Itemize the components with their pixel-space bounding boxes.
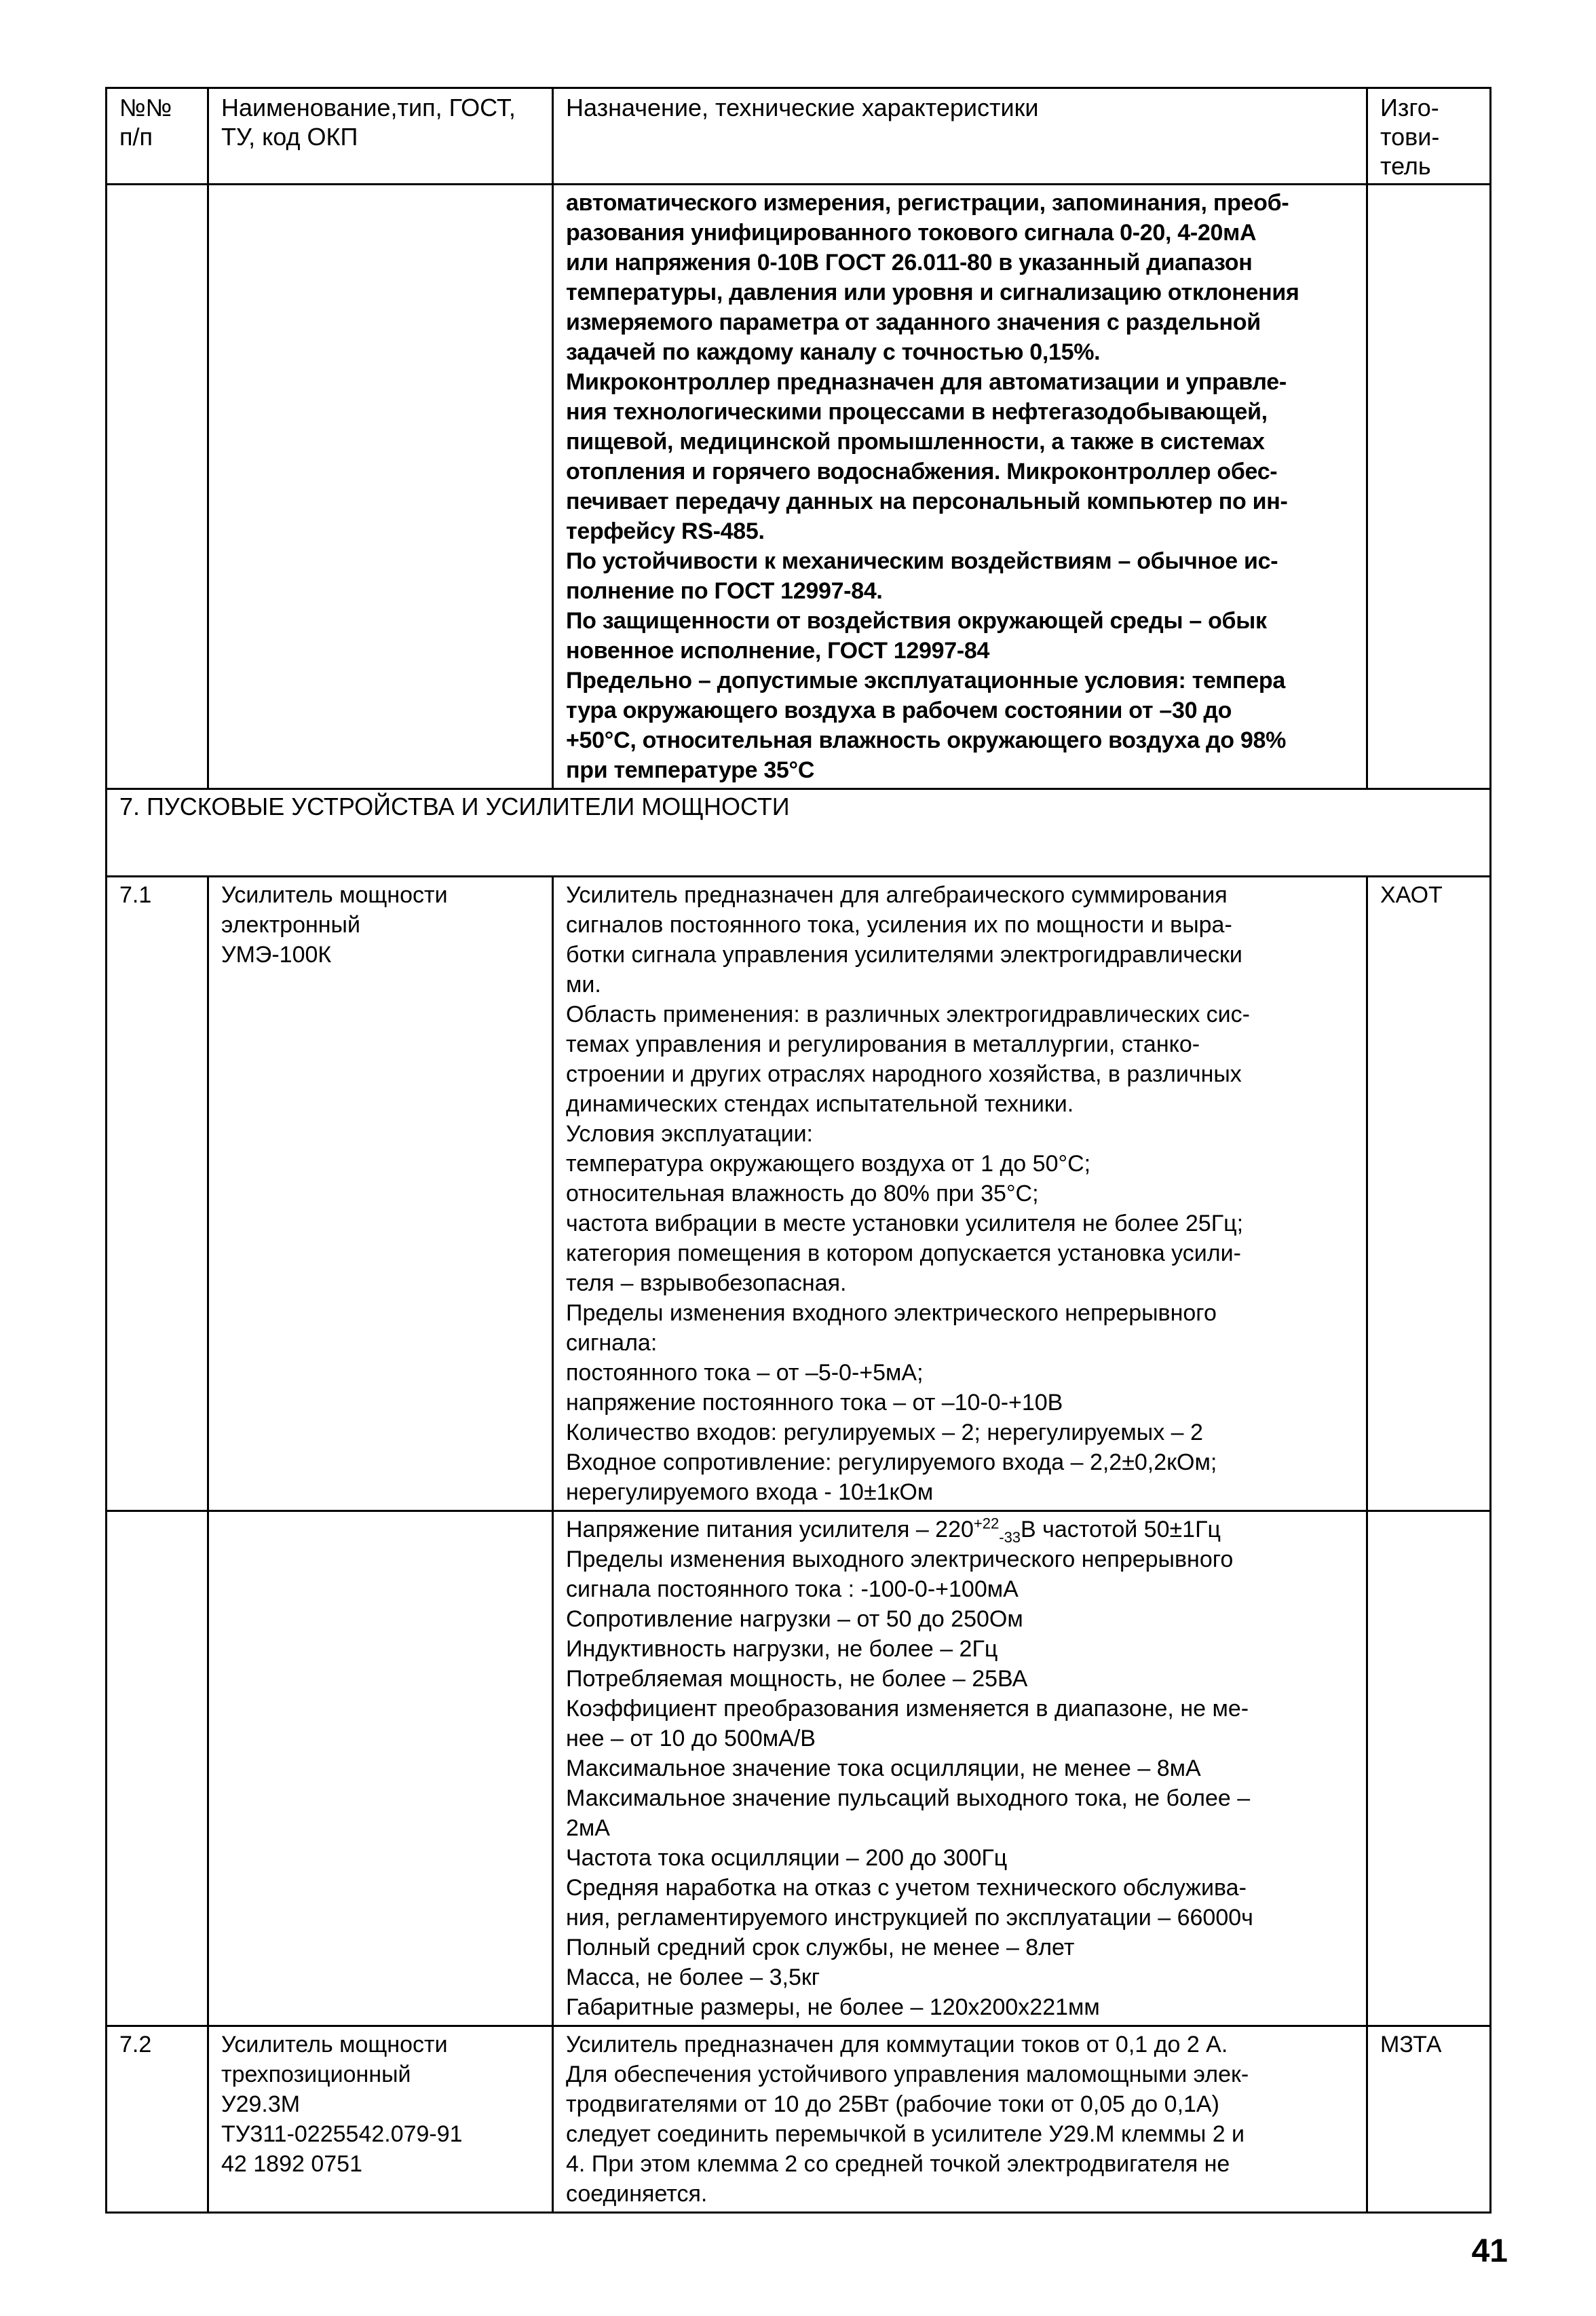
text-line: сигнала постоянного тока : -100-0-+100мА bbox=[566, 1576, 1019, 1602]
text-line: Частота тока осцилляции – 200 до 300Гц bbox=[566, 1845, 1008, 1871]
table-header-row bbox=[107, 88, 1491, 185]
text-line: автоматического измерения, регистрации, запоминания, преоб- bbox=[566, 190, 1289, 216]
item-number: 7.2 bbox=[107, 2026, 208, 2213]
supply-voltage-line: Напряжение питания усилителя – $220^{+22}_{-33}В$ частотой 50±1Гц bbox=[566, 1515, 1221, 1546]
item-description-cont bbox=[553, 1511, 1367, 2026]
text-line: соединяется. bbox=[566, 2181, 708, 2207]
cell-no-empty bbox=[107, 1511, 208, 2026]
text-line: нее – от 10 до 500мА/В bbox=[566, 1726, 816, 1751]
table-row-continuation bbox=[107, 185, 1491, 789]
text-line: Коэффициент преобразования изменяется в диапазоне, не ме- bbox=[566, 1696, 1249, 1722]
text-line: Усилитель предназначен для коммутации токов от 0,1 до 2 А. bbox=[566, 2032, 1228, 2057]
text-line: 42 1892 0751 bbox=[221, 2151, 362, 2177]
table-row-7-2 bbox=[107, 2026, 1491, 2213]
text-line: категория помещения в котором допускается установка усили- bbox=[566, 1240, 1241, 1266]
text-line: Количество входов: регулируемых – 2; нерегулируемых – 2 bbox=[566, 1420, 1203, 1445]
text-line: новенное исполнение, ГОСТ 12997-84 bbox=[566, 638, 990, 664]
text-line: Пределы изменения выходного электрического непрерывного bbox=[566, 1546, 1234, 1572]
text-line: темах управления и регулирования в металлургии, станко- bbox=[566, 1031, 1200, 1057]
text-line: Габаритные размеры, не более – 120х200х221мм bbox=[566, 1994, 1100, 2020]
text-line: постоянного тока – от –5-0-+5мА; bbox=[566, 1360, 924, 1386]
continuation-lines bbox=[566, 188, 1356, 785]
text-line: ния, регламентируемого инструкцией по эксплуатации – 66000ч bbox=[566, 1905, 1253, 1931]
text-line: Предельно – допустимые эксплуатационные условия: темпера bbox=[566, 668, 1285, 694]
item-number: 7.1 bbox=[107, 877, 208, 1511]
text-line: печивает передачу данных на персональный компьютер по ин- bbox=[566, 489, 1288, 514]
text-line: строении и других отраслях народного хозяйства, в различных bbox=[566, 1061, 1242, 1087]
description-lines bbox=[566, 1544, 1356, 2022]
text-line: или напряжения 0-10В ГОСТ 26.011-80 в указанный диапазон bbox=[566, 250, 1253, 276]
text-line: задачей по каждому каналу с точностью 0,15%. bbox=[566, 339, 1101, 365]
table-row-7-1 bbox=[107, 877, 1491, 1511]
text-line: относительная влажность до 80% при 35°С; bbox=[566, 1181, 1039, 1207]
text-line: Индуктивность нагрузки, не более – 2Гц bbox=[566, 1636, 998, 1662]
item-description bbox=[553, 877, 1367, 1511]
text-line: отопления и горячего водоснабжения. Микроконтроллер обес- bbox=[566, 459, 1278, 485]
text-line: сигналов постоянного тока, усиления их по мощности и выра- bbox=[566, 912, 1232, 938]
text-line: Потребляемая мощность, не более – 25ВА bbox=[566, 1666, 1028, 1692]
text-line: напряжение постоянного тока – от –10-0-+10В bbox=[566, 1390, 1063, 1416]
text-line: электронный bbox=[221, 912, 360, 938]
section-header-row bbox=[107, 789, 1491, 877]
description-lines bbox=[566, 2030, 1356, 2209]
description-lines bbox=[566, 880, 1356, 1507]
cell-no-empty bbox=[107, 185, 208, 789]
text-line: 4. При этом клемма 2 со средней точкой электродвигателя не bbox=[566, 2151, 1230, 2177]
text-line: Усилитель мощности bbox=[221, 882, 448, 908]
text-line: теля – взрывобезопасная. bbox=[566, 1270, 847, 1296]
text-line: Входное сопротивление: регулируемого входа – 2,2±0,2кОм; bbox=[566, 1449, 1217, 1475]
text-line: Сопротивление нагрузки – от 50 до 250Ом bbox=[566, 1606, 1023, 1632]
header-col-purpose: Назначение, технические характеристики bbox=[553, 88, 1367, 185]
text-line: Полный средний срок службы, не менее – 8лет bbox=[566, 1935, 1075, 1960]
text-line: ТУ311-0225542.079-91 bbox=[221, 2121, 463, 2147]
cell-name-empty bbox=[208, 1511, 553, 2026]
spec-table bbox=[105, 87, 1492, 2214]
cell-continuation-text bbox=[553, 185, 1367, 789]
item-description bbox=[553, 2026, 1367, 2213]
text-line: тура окружающего воздуха в рабочем состоянии от –30 до bbox=[566, 698, 1232, 723]
text-line: ботки сигнала управления усилителями электрогидравлически bbox=[566, 942, 1242, 968]
header-col-name: Наименование,тип, ГОСТ, ТУ, код ОКП bbox=[208, 88, 553, 185]
text-line: температуры, давления или уровня и сигнализацию отклонения bbox=[566, 280, 1299, 305]
item-name bbox=[208, 877, 553, 1511]
item-name bbox=[208, 2026, 553, 2213]
text-line: Условия эксплуатации: bbox=[566, 1121, 814, 1147]
header-col-maker: Изго-тови-тель bbox=[1367, 88, 1491, 185]
text-line: +50°С, относительная влажность окружающего воздуха до 98% bbox=[566, 727, 1287, 753]
text-line: измеряемого параметра от заданного значения с раздельной bbox=[566, 309, 1261, 335]
text-line: разования унифицированного токового сигнала 0-20, 4-20мА bbox=[566, 220, 1257, 246]
text-line: ния технологическими процессами в нефтегазодобывающей, bbox=[566, 399, 1268, 425]
text-line: По защищенности от воздействия окружающей среды – обык bbox=[566, 608, 1267, 634]
text-line: нерегулируемого входа - 10±1кОм bbox=[566, 1479, 934, 1505]
text-line: динамических стендах испытательной техники. bbox=[566, 1091, 1074, 1117]
text-line: пищевой, медицинской промышленности, а также в системах bbox=[566, 429, 1265, 455]
text-line: Микроконтроллер предназначен для автоматизации и управле- bbox=[566, 369, 1287, 395]
text-line: трехпозиционный bbox=[221, 2062, 411, 2087]
text-line: Пределы изменения входного электрического непрерывного bbox=[566, 1300, 1217, 1326]
text-line: У29.3М bbox=[221, 2091, 301, 2117]
section-title: 7. ПУСКОВЫЕ УСТРОЙСТВА И УСИЛИТЕЛИ МОЩНОСТИ bbox=[107, 789, 1491, 877]
text-line: Масса, не более – 3,5кг bbox=[566, 1964, 820, 1990]
text-line: терфейсу RS-485. bbox=[566, 518, 765, 544]
header-col-no: №№ п/п bbox=[107, 88, 208, 185]
text-line: Максимальное значение пульсаций выходного тока, не более – bbox=[566, 1785, 1251, 1811]
text-line: Усилитель мощности bbox=[221, 2032, 448, 2057]
text-line: Максимальное значение тока осцилляции, не менее – 8мА bbox=[566, 1755, 1201, 1781]
text-line: Усилитель предназначен для алгебраического суммирования bbox=[566, 882, 1228, 908]
cell-name-empty bbox=[208, 185, 553, 789]
cell-maker-empty bbox=[1367, 1511, 1491, 2026]
text-line: 2мА bbox=[566, 1815, 610, 1841]
text-line: полнение по ГОСТ 12997-84. bbox=[566, 578, 883, 604]
item-maker: ХАОТ bbox=[1367, 877, 1491, 1511]
text-line: Средняя наработка на отказ с учетом технического обслужива- bbox=[566, 1875, 1247, 1901]
text-line: частота вибрации в месте установки усилителя не более 25Гц; bbox=[566, 1211, 1244, 1236]
text-line: По устойчивости к механическим воздействиям – обычное ис- bbox=[566, 548, 1278, 574]
text-line: ми. bbox=[566, 972, 601, 998]
text-line: УМЭ-100К bbox=[221, 942, 332, 968]
text-line: температура окружающего воздуха от 1 до 50°С; bbox=[566, 1151, 1091, 1177]
table-row-7-1-cont bbox=[107, 1511, 1491, 2026]
text-line: Область применения: в различных электрогидравлических сис- bbox=[566, 1002, 1250, 1027]
text-line: следует соединить перемычкой в усилителе У29.М клеммы 2 и bbox=[566, 2121, 1245, 2147]
text-line: Для обеспечения устойчивого управления маломощными элек- bbox=[566, 2062, 1249, 2087]
text-line: тродвигателями от 10 до 25Вт (рабочие токи от 0,05 до 0,1А) bbox=[566, 2091, 1219, 2117]
cell-maker-empty bbox=[1367, 185, 1491, 789]
text-line: при температуре 35°С bbox=[566, 757, 815, 783]
page-number: 41 bbox=[1471, 2233, 1508, 2269]
item-maker: МЗТА bbox=[1367, 2026, 1491, 2213]
text-line: сигнала: bbox=[566, 1330, 658, 1356]
